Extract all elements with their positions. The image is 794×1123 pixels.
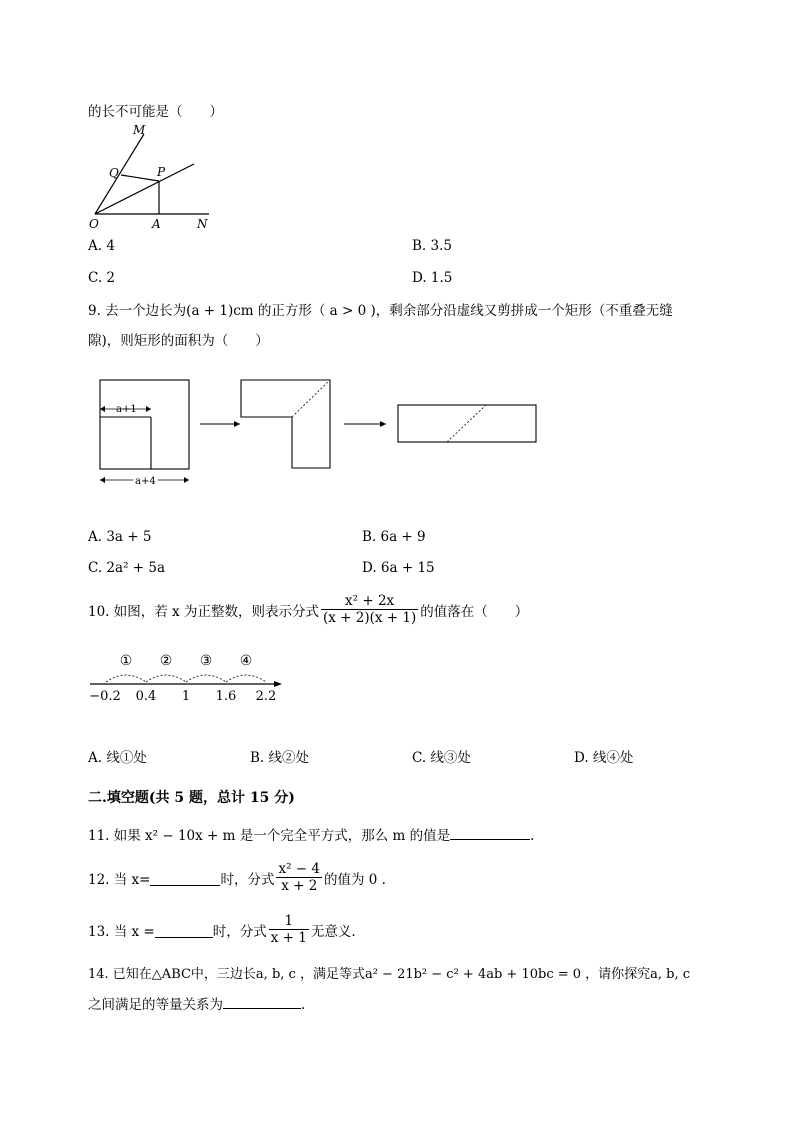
label-q: Q bbox=[109, 166, 119, 180]
q13-prefix: 13. 当 x = bbox=[88, 924, 155, 940]
q14-answer-blank[interactable] bbox=[223, 994, 301, 1009]
circle-label-2: ② bbox=[159, 653, 173, 669]
circle-label-4: ④ bbox=[239, 653, 253, 669]
tick-label-5: 2.2 bbox=[255, 689, 277, 704]
result-rectangle bbox=[398, 405, 536, 442]
q13-fraction bbox=[269, 914, 309, 946]
q10-fraction bbox=[321, 594, 418, 626]
q12-fraction bbox=[276, 862, 322, 894]
q10-stem-suffix: 的值落在（ ） bbox=[420, 604, 529, 620]
q9-stem-line2: 隙)，则矩形的面积为（ ） bbox=[88, 333, 269, 349]
q10-option-d: D. 线④处 bbox=[574, 750, 634, 766]
label-n: N bbox=[197, 217, 208, 231]
q14-line1: 14. 已知在△ABC中，三边长a, b, c ，满足等式a² − 21b² − c² + 4ab + 10bc = 0 ，请你探究a, b, c bbox=[88, 967, 691, 982]
q8-option-b: B. 3.5 bbox=[412, 238, 452, 254]
label-p: P bbox=[157, 165, 166, 179]
q8-option-d: D. 1.5 bbox=[412, 270, 453, 286]
tick-label-1: −0.2 bbox=[89, 689, 121, 704]
l-shape bbox=[241, 380, 330, 468]
circle-label-1: ① bbox=[119, 653, 133, 669]
q13-suffix: 无意义. bbox=[310, 924, 356, 940]
q11-answer-blank[interactable] bbox=[450, 825, 530, 840]
tick-label-2: 0.4 bbox=[135, 689, 157, 704]
q10-fraction-denominator: (x + 2)(x + 1) bbox=[322, 610, 417, 626]
q9-option-c: C. 2a² + 5a bbox=[88, 560, 166, 576]
segment-pq bbox=[121, 175, 159, 181]
q11 bbox=[88, 824, 534, 844]
q9-option-a: A. 3a + 5 bbox=[88, 529, 152, 545]
q14-line2 bbox=[88, 993, 305, 1013]
q13 bbox=[88, 914, 356, 946]
q11-suffix: . bbox=[530, 828, 535, 844]
q12-prefix: 12. 当 x= bbox=[88, 872, 151, 888]
q10-number-line-figure bbox=[84, 648, 294, 708]
q13-answer-blank[interactable] bbox=[155, 923, 213, 938]
circle-label-3: ③ bbox=[199, 653, 213, 669]
tick-label-3: 1 bbox=[181, 689, 191, 704]
q8-angle-figure bbox=[84, 120, 224, 235]
section-2-heading: 二.填空题(共 5 题，总计 15 分) bbox=[88, 790, 295, 806]
number-line-arrow bbox=[274, 681, 282, 687]
q9-option-d: D. 6a + 15 bbox=[362, 560, 435, 576]
q8-option-c: C. 2 bbox=[88, 270, 116, 286]
q8-stem: 的长不可能是（ ） bbox=[88, 104, 223, 120]
q10-stem bbox=[88, 594, 528, 626]
q12 bbox=[88, 862, 386, 894]
q10-option-a: A. 线①处 bbox=[88, 750, 147, 766]
label-outer-side: a+4 bbox=[135, 476, 156, 487]
label-m: M bbox=[133, 123, 146, 137]
tick-label-4: 1.6 bbox=[215, 689, 237, 704]
q10-option-b: B. 线②处 bbox=[250, 750, 310, 766]
q13-middle: 时，分式 bbox=[212, 924, 267, 940]
q9-option-b: B. 6a + 9 bbox=[362, 529, 426, 545]
q12-fraction-denominator: x + 2 bbox=[276, 877, 322, 894]
q12-suffix: 的值为 0 . bbox=[324, 872, 386, 888]
q10-option-c: C. 线③处 bbox=[412, 750, 471, 766]
outer-square bbox=[100, 380, 189, 469]
q12-fraction-numerator: x² − 4 bbox=[278, 861, 320, 877]
q10-fraction-numerator: x² + 2x bbox=[345, 593, 395, 609]
q14-line2-suffix: . bbox=[301, 997, 306, 1013]
q9-stem-line1: 9. 去一个边长为(a + 1)cm 的正方形（ a > 0 )，剩余部分沿虚线又剪拼成一个矩形（不重叠无缝 bbox=[88, 303, 673, 319]
q11-prefix: 11. 如果 x² − 10x + m 是一个完全平方式，那么 m 的值是 bbox=[88, 828, 451, 844]
q13-fraction-numerator: 1 bbox=[284, 913, 294, 929]
q14-line2-prefix: 之间满足的等量关系为 bbox=[88, 997, 223, 1013]
q12-answer-blank[interactable] bbox=[150, 871, 220, 886]
q10-stem-prefix: 10. 如图，若 x 为正整数，则表示分式 bbox=[88, 604, 319, 620]
q9-square-cut-figure bbox=[90, 372, 550, 497]
q8-option-a: A. 4 bbox=[88, 238, 115, 254]
label-o: O bbox=[89, 217, 99, 231]
q12-middle: 时，分式 bbox=[220, 872, 275, 888]
q13-fraction-denominator: x + 1 bbox=[270, 930, 307, 946]
label-a: A bbox=[152, 217, 161, 231]
label-inner-side: a+1 bbox=[116, 404, 137, 415]
